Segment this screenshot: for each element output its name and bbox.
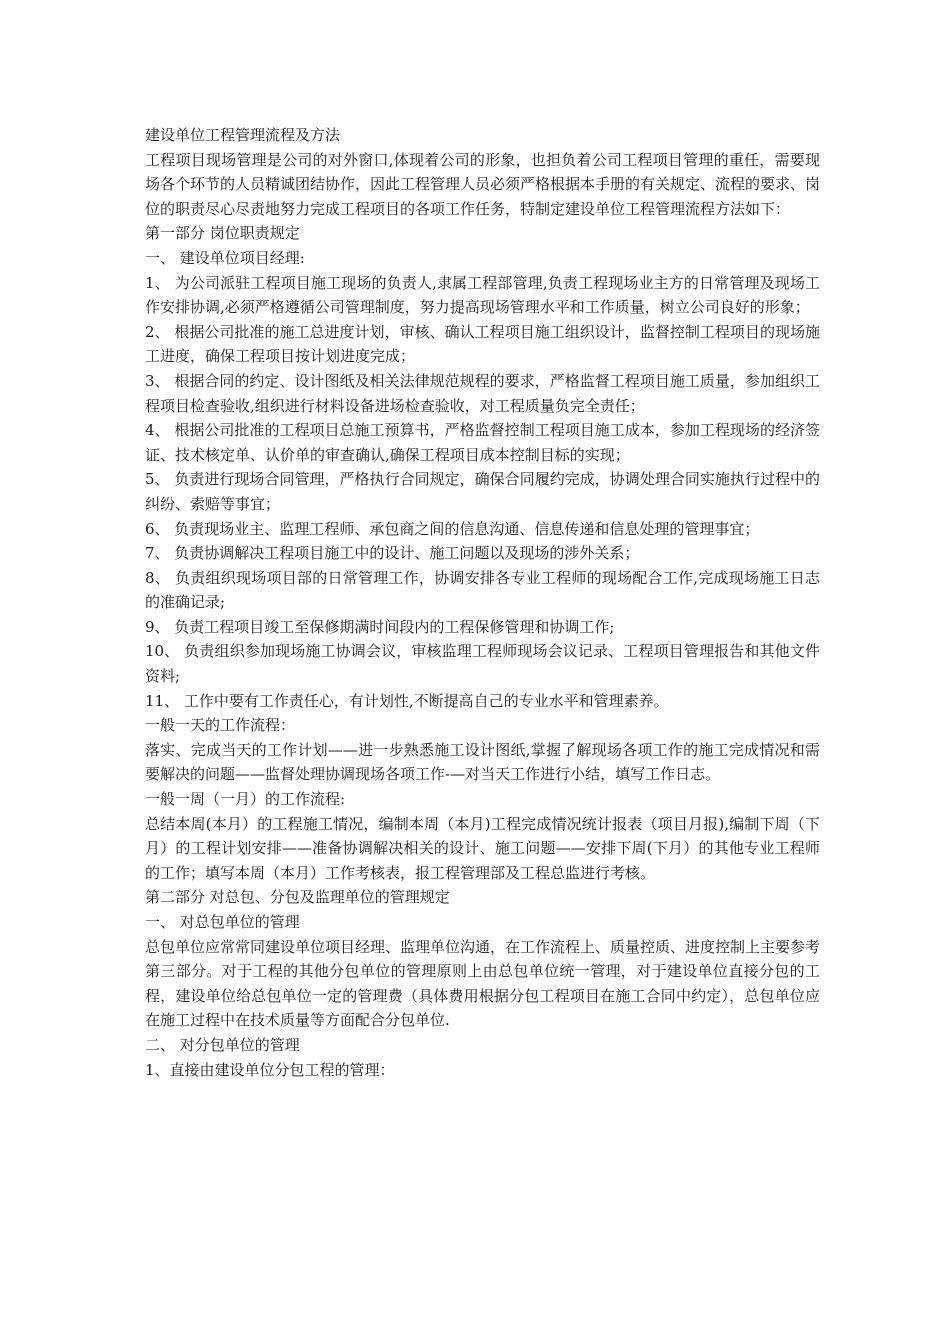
list-item-8: 8、 负责组织现场项目部的日常管理工作，协调安排各专业工程师的现场配合工作,完成现场施工日志的准确记录; [145,568,820,612]
list-item-4: 4、 根据公司批准的工程项目总施工预算书，严格监督控制工程项目施工成本，参加工程现场的经济签证、技术核定单、认价单的审查确认,确保工程项目成本控制目标的实现； [145,421,820,464]
doc-title: 建设单位工程管理流程及方法 [145,126,341,144]
list-item-5: 5、 负责进行现场合同管理，严格执行合同规定，确保合同履约完成，协调处理合同实施执行过程中的纠纷、索赔等事宜； [145,470,820,513]
list-item-11: 11、 工作中要有工作责任心，有计划性,不断提高自己的专业水平和管理素养。 [145,691,669,710]
list-item-7: 7、 负责协调解决工程项目施工中的设计、施工问题以及现场的涉外关系； [145,544,640,563]
daily-workflow-text: 落实、完成当天的工作计划——进一步熟悉施工设计图纸,掌握了解现场各项工作的施工完成情况和需要解决的问题——监督处理协调现场各项工作-—对当天工作进行小结，填写工作日志。 [145,740,820,784]
weekly-workflow-heading: 一般一周（一月）的工作流程: [145,790,346,809]
list-item-3: 3、 根据合同的约定、设计图纸及相关法律规范规程的要求，严格监督工程项目施工质量，参加组织工程项目检查验收,组织进行材料设备进场检查验收，对工程质量负完全责任； [145,371,820,415]
section-heading-subcontractor: 二、 对分包单位的管理 [145,1035,300,1054]
list-item-6: 6、 负责现场业主、监理工程师、承包商之间的信息沟通、信息传递和信息处理的管理事宜； [145,519,760,538]
list-item-9: 9、 负责工程项目竣工至保修期满时间段内的工程保修管理和协调工作; [145,617,615,636]
section-heading-general-contractor: 一、 对总包单位的管理 [145,913,300,931]
part-two-heading: 第二部分 对总包、分包及监理单位的管理规定 [145,888,450,907]
intro-paragraph: 工程项目现场管理是公司的对外窗口,体现着公司的形象，也担负着公司工程项目管理的重任，需要现场各个环节的人员精诚团结协作，因此工程管理人员必须严格根据本手册的有关规定、流程的要求、岗位的职责尽心尽责地努力完成工程项目的各项工作任务，特制定建设单位工程管理流程方法如下： [145,150,821,218]
part-one-heading: 第一部分 岗位职责规定 [145,224,300,243]
list-item-1: 1、 为公司派驻工程项目施工现场的负责人,隶属工程部管理,负责工程现场业主方的日常管理及现场工作安排协调,必须严格遵循公司管理制度，努力提高现场管理水平和工作质量，树立公司良好的形象； [145,273,820,317]
section-heading-project-manager: 一、 建设单位项目经理: [145,248,305,267]
subcontractor-item-1: 1、直接由建设单位分包工程的管理： [145,1060,395,1079]
weekly-workflow-text: 总结本周(本月）的工程施工情况，编制本周（本月)工程完成情况统计报表（项目月报),编制下周（下月）的工程计划安排——准备协调解决相关的设计、施工问题——安排下周(下月）的其他专业工程师的工作；填写本周（本月）工作考核表，报工程管理部及工程总监进行考核。 [145,814,820,882]
list-item-2: 2、 根据公司批准的施工总进度计划，审核、确认工程项目施工组织设计，监督控制工程项目的现场施工进度，确保工程项目按计划进度完成； [145,322,820,366]
daily-workflow-heading: 一般一天的工作流程： [145,716,296,735]
general-contractor-text: 总包单位应常常同建设单位项目经理、监理单位沟通，在工作流程上、质量控质、进度控制上主要参考第三部分。对于工程的其他分包单位的管理原则上由总包单位统一管理，对于建设单位直接分包的工程，建设单位给总包单位一定的管理费（具体费用根据分包工程项目在施工合同中约定），总包单位应在施工过程中在技术质量等方面配合分包单位. [145,937,821,1030]
list-item-10: 10、 负责组织参加现场施工协调会议，审核监理工程师现场会议记录、工程项目管理报告和其他文件资料; [145,642,820,686]
